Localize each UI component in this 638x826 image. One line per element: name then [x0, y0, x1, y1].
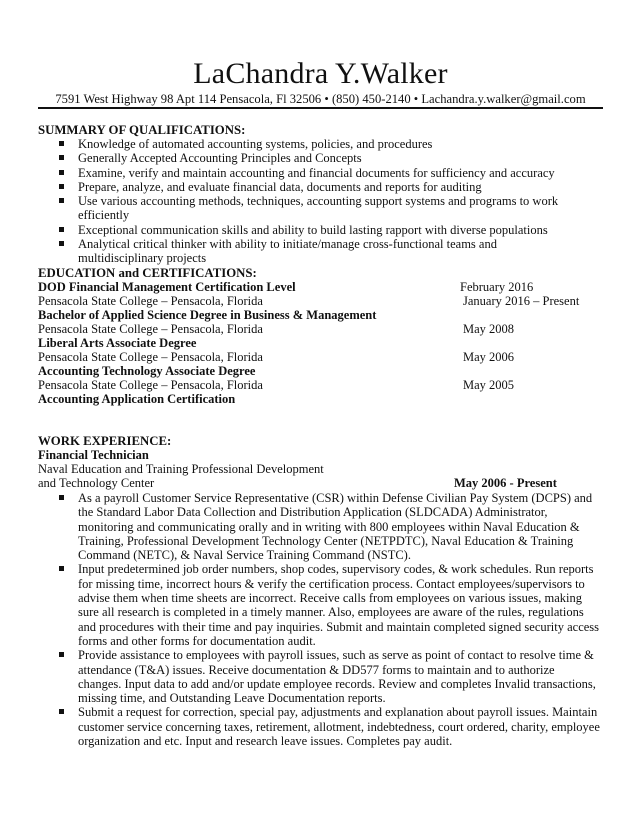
education-entry: Liberal Arts Associate Degree [38, 336, 197, 350]
employer-name-continued: and Technology Center May 2006 - Present [38, 476, 557, 490]
summary-heading: SUMMARY OF QUALIFICATIONS: [38, 123, 246, 137]
education-entry: Accounting Application Certification [38, 392, 236, 406]
bullet-icon [59, 652, 64, 657]
job-title: Financial Technician [38, 448, 149, 462]
bullet-icon [59, 566, 64, 571]
bullet-icon [59, 709, 64, 714]
summary-item: Use various accounting methods, techniques, accounting support systems and programs to work efficiently [38, 194, 603, 223]
education-row [38, 350, 603, 364]
education-entry: Bachelor of Applied Science Degree in Business & Management [38, 308, 377, 322]
bullet-icon [59, 198, 64, 203]
job-dates: May 2006 - Present [454, 476, 557, 490]
bullet-icon [59, 155, 64, 160]
education-school: Pensacola State College – Pensacola, Florida [38, 294, 263, 308]
education-row [38, 322, 603, 336]
summary-item: Knowledge of automated accounting systems, policies, and procedures [38, 137, 603, 151]
education-date: May 2006 [463, 350, 515, 364]
bullet-icon [59, 184, 64, 189]
education-entry: DOD Financial Management Certification Level [38, 280, 296, 294]
work-duties-list [38, 491, 603, 748]
candidate-name: LaChandra Y.Walker [193, 57, 448, 90]
education-entry: Accounting Technology Associate Degree [38, 364, 256, 378]
summary-item: Exceptional communication skills and ability to build lasting rapport with diverse populations [38, 223, 603, 237]
summary-item: Prepare, analyze, and evaluate financial data, documents and reports for auditing [38, 180, 603, 194]
education-row [38, 336, 603, 350]
education-row [38, 392, 603, 406]
bullet-icon [59, 170, 64, 175]
summary-list [38, 137, 603, 266]
employer-name: Naval Education and Training Professional Development [38, 462, 324, 476]
bullet-icon [59, 227, 64, 232]
duty-item: Input predetermined job order numbers, shop codes, supervisory codes, & work schedules. Run reports for missing time, incorrect hours & verify the certification process. Contact employees/supervisors to advise them when time sheets are incorrect. Receive calls from employees on various issues, making sure all research is completed in a timely manner. Also, employees are aware of the rules, regulations and procedures with their time and pay inquiries. Submit and maintain completed signed security access forms and other forms for documentation audit. [38, 562, 603, 648]
summary-item: Examine, verify and maintain accounting and financial documents for sufficiency and accuracy [38, 166, 603, 180]
summary-item: Generally Accepted Accounting Principles and Concepts [38, 151, 603, 165]
education-row [38, 294, 603, 308]
bullet-icon [59, 241, 64, 246]
education-heading: EDUCATION and CERTIFICATIONS: [38, 266, 257, 280]
education-date: February 2016 [460, 280, 534, 294]
education-row [38, 378, 603, 392]
header-divider [38, 107, 603, 109]
education-date: May 2005 [463, 378, 515, 392]
work-heading: WORK EXPERIENCE: [38, 434, 172, 448]
duty-item: Submit a request for correction, special pay, adjustments and explanation about payroll issues. Maintain customer service concerning taxes, retirement, allotment, indebtedness, court ordered, charity, employee organization and etc. Input and research leave issues. Completes pay audit. [38, 705, 603, 748]
education-row [38, 308, 603, 322]
education-school: Pensacola State College – Pensacola, Florida [38, 350, 263, 364]
education-date: January 2016 – Present [463, 294, 580, 308]
education-school: Pensacola State College – Pensacola, Florida [38, 378, 263, 392]
duty-item: As a payroll Customer Service Representative (CSR) within Defense Civilian Pay System (DCPS) and the Standard Labor Data Collection and Distribution Application (SLDCADA) Administrator, monitoring and communicating orally and in writing with 800 employees within Naval Education & Training, Professional Development Technology Center (NETPDTC), Naval Education & Training Command (NETC), & Naval Service Training Command (NSTC). [38, 491, 603, 562]
education-date: May 2008 [463, 322, 515, 336]
summary-item: Analytical critical thinker with ability to initiate/manage cross-functional teams and multidisciplinary projects [38, 237, 603, 266]
education-school: Pensacola State College – Pensacola, Florida [38, 322, 263, 336]
bullet-icon [59, 141, 64, 146]
contact-line: 7591 West Highway 98 Apt 114 Pensacola, Fl 32506 • (850) 450-2140 • Lachandra.y.walker@gmail.com [55, 92, 586, 106]
education-row [38, 280, 603, 294]
education-row [38, 364, 603, 378]
bullet-icon [59, 495, 64, 500]
duty-item: Provide assistance to employees with payroll issues, such as serve as point of contact to resolve time & attendance (T&A) issues. Receive documentation & DD577 forms to maintain and to authorize changes. Input data to add and/or update employee records. Review and completes Invalid transactions, missing time, and Outstanding Leave Documentation reports. [38, 648, 603, 705]
